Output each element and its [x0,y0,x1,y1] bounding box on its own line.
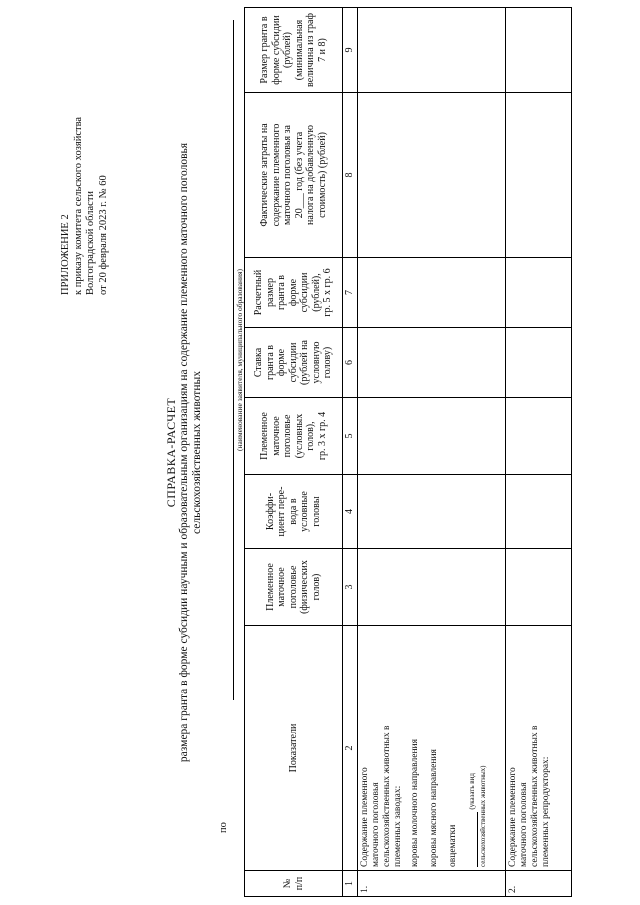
row-indicator: Содержание племенного маточного поголовья сельскохозяйственных животных в племенных заводах: коровы молочного направления коровы мясного направления овцематки (указать вид сельскохозяйственных животных) [358,626,506,871]
appendix-date: от 20 февраля 2023 г. № 60 [97,175,109,295]
header-num [245,871,343,897]
header-line: Племенное [264,563,276,611]
header-estimated-grant [245,258,343,328]
header-line: 20___ год (без учета [293,131,305,219]
table-row [506,8,572,897]
header-line: поголовье [287,565,299,609]
header-line: гр. 5 х гр. 6 [322,268,334,317]
header-line: маточного поголовья за [282,125,293,225]
header-line: (рублей) [282,32,293,69]
header-line: № [282,878,293,889]
col-number: 4 [343,475,358,549]
header-row [245,8,343,897]
header-coefficient [245,475,343,549]
header-line: голову) [322,346,334,379]
column-numbers-row [343,8,358,897]
header-grant-rate [245,328,343,398]
header-line: п/п [293,876,305,891]
header-line: маточное [276,567,288,607]
header-line: вода в [287,498,299,525]
header-line: Фактические затраты на [259,123,270,227]
header-line: величина из граф [305,13,316,87]
header-line: головы [310,496,322,527]
header-line: Коэффи- [264,492,276,531]
applicant-hint: (наименование заявителя, муниципального образования) [235,269,244,451]
header-line: (физических [299,560,311,614]
header-line: стоимость) (рублей) [316,132,328,218]
header-line: (условных [293,413,305,459]
header-line: Ставка [253,347,265,378]
header-indicators [245,626,343,871]
header-line: 7 и 8) [316,38,328,62]
calculation-table [244,7,572,897]
header-line: форме [287,278,299,307]
header-line: субсидии [299,272,311,313]
header-line: гранта в [276,274,288,311]
header-line: гранта в [264,344,276,381]
header-line: Племенное [259,412,270,460]
row-number: 2. [506,871,572,897]
header-line: Расчетный [253,269,265,316]
header-line: (рублей), [310,273,322,312]
col-number: 1 [343,871,358,897]
header-line: размер [264,278,276,308]
header-line: поголовье [282,414,293,458]
header-line: форме [276,348,288,377]
po-label: по [218,822,229,833]
header-line: голов) [310,573,322,601]
col-number: 9 [343,8,358,93]
header-line: условную [310,341,322,384]
header-conditional-heads [245,398,343,475]
animal-type-blank: (указать вид [467,629,478,867]
title-main: СПРАВКА-РАСЧЕТ [164,397,178,508]
appendix-title: ПРИЛОЖЕНИЕ 2 [60,214,71,295]
header-line: циент пере- [276,486,288,537]
header-line: субсидии [287,342,299,383]
col-number: 2 [343,626,358,871]
header-grant-amount [245,8,343,93]
header-line: Размер гранта в [259,16,270,84]
title-subtitle-cont: сельскохозяйственных животных [191,371,203,534]
header-line: маточное [270,416,282,456]
header-line: условные [299,491,311,532]
col-number: 6 [343,328,358,398]
col-number: 8 [343,93,358,258]
header-line: налога на добавленную [305,125,316,226]
header-line: гр. 3 х гр. 4 [316,411,328,461]
appendix-region: Волгоградской области [85,190,96,295]
header-line: (минимальная [293,19,305,81]
row-indicator: Содержание племенного маточного поголовья сельскохозяйственных животных в племенных репродукторах: [506,626,572,871]
row-number: 1. [358,871,506,897]
applicant-line [233,20,234,700]
header-line: Показатели [287,723,299,773]
header-line: содержание племенного [270,123,282,227]
table-row [358,8,506,897]
header-line: голов), [305,421,316,451]
header-physical-heads [245,549,343,626]
appendix-block [60,117,110,295]
header-actual-costs [245,93,343,258]
appendix-order: к приказу комитета сельского хозяйства [72,116,84,295]
header-line: форме субсидии [270,15,282,85]
col-number: 5 [343,398,358,475]
document-title [165,0,204,905]
col-number: 7 [343,258,358,328]
title-subtitle: размера гранта в форме субсидии научным и образовательным организациям на содержание племенного маточного поголовья [178,142,190,763]
col-number: 3 [343,549,358,626]
header-line: (рублей на [299,340,311,385]
